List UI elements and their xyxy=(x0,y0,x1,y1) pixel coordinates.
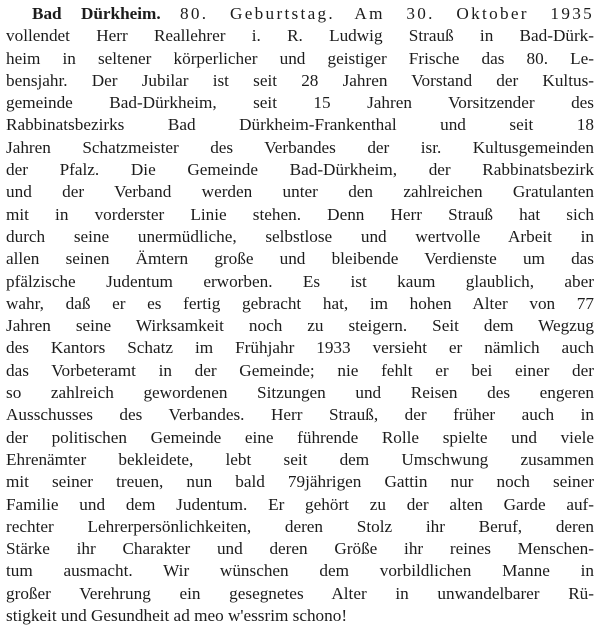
article-line: Ehrenämter bekleidete, lebt seit dem Umschwung zusammen xyxy=(6,449,594,469)
article-line: mit in vorderster Linie stehen. Denn Herr Strauß hat sich xyxy=(6,204,594,224)
newspaper-article xyxy=(6,3,594,627)
article-line: tum ausmacht. Wir wünschen dem vorbildlichen Manne in xyxy=(6,561,594,581)
article-line: Rabbinatsbezirks Bad Dürkheim-Frankenthal und seit 18 xyxy=(6,115,594,135)
article-line: der Pfalz. Die Gemeinde Bad-Dürkheim, der Rabbinatsbezirk xyxy=(6,160,594,180)
article-line: pfälzische Judentum erworben. Es ist kaum glaublich, aber xyxy=(6,271,594,291)
article-line: heim in seltener körperlicher und geistiger Frische das 80. Le- xyxy=(6,48,594,68)
article-line: gemeinde Bad-Dürkheim, seit 15 Jahren Vorsitzender des xyxy=(6,93,594,113)
article-line-text: Am 30. Oktober 1935 xyxy=(354,4,594,23)
article-line: wahr, daß er es fertig gebracht hat, im hohen Alter von 77 xyxy=(6,293,594,313)
article-line: und der Verband werden unter den zahlreichen Gratulanten xyxy=(6,182,594,202)
article-line: das Vorbeteramt in der Gemeinde; nie fehlt er bei einer der xyxy=(6,360,594,380)
article-line: Familie und dem Judentum. Er gehört zu der alten Garde auf- xyxy=(6,494,594,514)
article-line: der politischen Gemeinde eine führende Rolle spielte und viele xyxy=(6,427,594,447)
article-line: großer Verehrung ein gesegnetes Alter in unwandelbarer Rü- xyxy=(6,583,594,603)
article-subheading: 80. Geburtstag. xyxy=(180,4,336,23)
article-line: Jahren seine Wirksamkeit noch zu steigern. Seit dem Wegzug xyxy=(6,316,594,336)
article-headline: Bad Dürkheim. xyxy=(32,4,161,23)
article-line: durch seine unermüdliche, selbstlose und wertvolle Arbeit in xyxy=(6,226,594,246)
article-line: allen seinen Ämtern große und bleibende Verdienste um das xyxy=(6,249,594,269)
article-line: Stärke ihr Charakter und deren Größe ihr reines Menschen- xyxy=(6,539,594,559)
article-line: vollendet Herr Reallehrer i. R. Ludwig Strauß in Bad-Dürk- xyxy=(6,26,594,46)
article-line: mit seiner treuen, nun bald 79jährigen Gattin nur noch seiner xyxy=(6,472,594,492)
article-line xyxy=(6,3,594,25)
article-line: so zahlreich gewordenen Sitzungen und Reisen des engeren xyxy=(6,383,594,403)
article-line: rechter Lehrerpersönlichkeiten, deren Stolz ihr Beruf, deren xyxy=(6,516,594,536)
article-line: bensjahr. Der Jubilar ist seit 28 Jahren Vorstand der Kultus- xyxy=(6,70,594,90)
article-line: Jahren Schatzmeister des Verbandes der isr. Kultusgemeinden xyxy=(6,137,594,157)
article-line: Ausschusses des Verbandes. Herr Strauß, der früher auch in xyxy=(6,405,594,425)
article-line: des Kantors Schatz im Frühjahr 1933 versieht er nämlich auch xyxy=(6,338,594,358)
article-line: stigkeit und Gesundheit ad meo w'essrim schono! xyxy=(6,606,348,626)
